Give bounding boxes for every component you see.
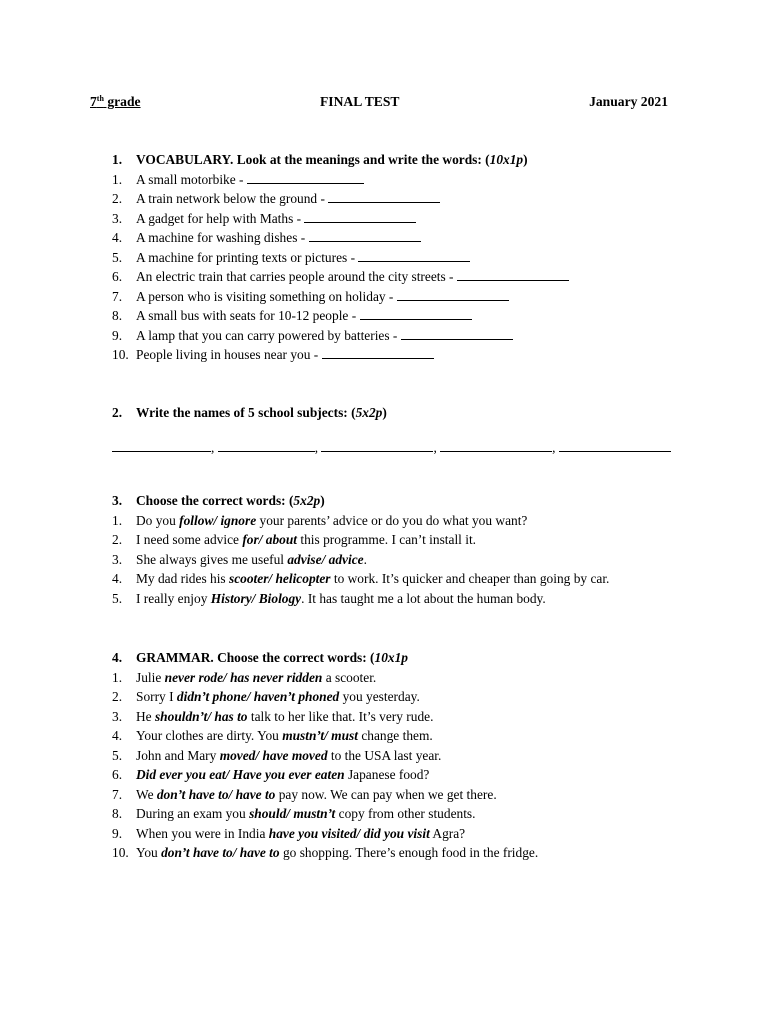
item-number: 6. [112, 269, 123, 284]
item-text-after: change them. [357, 728, 433, 743]
grammar-section [112, 648, 712, 863]
item-text-after: talk to her like that. It’s very rude. [247, 708, 434, 724]
grade-suffix: th [96, 94, 104, 103]
word-choice[interactable]: shouldn’t/ has to [154, 708, 248, 724]
item-text-after: you yesterday. [339, 689, 420, 704]
item-number: 3. [112, 551, 123, 567]
item-text-after: to the USA last year. [327, 747, 442, 763]
item-text-before: You [136, 845, 162, 860]
word-choice[interactable]: Did ever you eat/ Have you ever eaten [136, 767, 345, 782]
item-text: A machine for washing dishes - [136, 230, 309, 245]
list-item [112, 804, 712, 824]
list-item [112, 843, 712, 863]
list-item [112, 569, 712, 589]
section-number: 3. [112, 493, 123, 508]
list-item [112, 707, 712, 727]
word-choice[interactable]: scooter/ helicopter [228, 571, 331, 586]
item-number: 5. [112, 747, 123, 763]
item-text-after: copy from other students. [335, 806, 476, 821]
heading-text: GRAMMAR. Choose the correct words: ( [136, 650, 375, 665]
word-choice[interactable]: follow/ ignore [179, 512, 257, 528]
word-choice[interactable]: don’t have to/ have to [156, 786, 276, 802]
subject-answer-blanks [112, 438, 671, 457]
item-number: 8. [112, 308, 123, 323]
word-choice[interactable]: didn’t phone/ haven’t phoned [176, 689, 340, 704]
list-item [112, 189, 712, 209]
answer-blank[interactable] [328, 191, 440, 203]
item-text-after: go shopping. There’s enough food in the fridge. [279, 845, 539, 860]
answer-blank[interactable] [322, 347, 434, 359]
item-number: 2. [112, 689, 123, 704]
item-number: 1. [112, 171, 123, 187]
list-item [112, 306, 712, 326]
list-item [112, 687, 712, 707]
item-number: 4. [112, 230, 123, 245]
test-title: FINAL TEST [320, 94, 400, 109]
answer-blank[interactable] [360, 308, 472, 320]
list-item [112, 511, 712, 531]
grade-label [90, 94, 141, 110]
marks: 5x2p [355, 405, 383, 420]
word-choice[interactable]: History/ Biology [210, 590, 302, 606]
item-text-before: I really enjoy [136, 590, 211, 606]
section-number: 4. [112, 650, 123, 665]
item-text: A person who is visiting something on holiday - [136, 288, 397, 304]
item-number: 2. [112, 532, 123, 547]
section-number: 1. [112, 152, 123, 167]
item-number: 4. [112, 571, 123, 586]
item-number: 1. [112, 512, 123, 528]
item-text-after: . It has taught me a lot about the human body. [301, 590, 546, 606]
item-number: 2. [112, 191, 123, 206]
separator: , [314, 440, 319, 455]
item-text-after: Agra? [429, 825, 466, 841]
item-text: A small bus with seats for 10-12 people - [136, 308, 360, 323]
marks: 5x2p [293, 493, 321, 508]
item-text-after: this programme. I can’t install it. [297, 532, 477, 547]
grade-word: grade [103, 94, 141, 109]
item-number: 7. [112, 288, 123, 304]
grammar-heading [112, 648, 712, 668]
list-item [112, 824, 712, 844]
correct-words-section [112, 491, 712, 608]
heading-end: ) [320, 493, 325, 508]
list-item [112, 170, 712, 190]
separator: , [552, 440, 556, 455]
heading-end: ) [382, 405, 387, 420]
list-item [112, 785, 712, 805]
answer-blank[interactable] [247, 172, 364, 184]
item-text-before: I need some advice [136, 532, 243, 547]
item-number: 9. [112, 825, 123, 841]
list-item [112, 726, 712, 746]
word-choice[interactable]: advise/ advice [287, 551, 364, 567]
list-item [112, 228, 712, 248]
answer-blank[interactable] [397, 289, 509, 301]
item-text-after: a scooter. [322, 669, 377, 685]
item-text-before: During an exam you [136, 806, 250, 821]
word-choice[interactable]: don’t have to/ have to [161, 845, 280, 860]
school-subjects-heading [112, 403, 712, 423]
item-number: 7. [112, 786, 123, 802]
item-text: An electric train that carries people around the city streets - [136, 269, 457, 284]
item-text: A gadget for help with Maths - [136, 210, 305, 226]
subject-blank-1[interactable] [112, 439, 211, 452]
vocabulary-heading [112, 150, 712, 170]
item-text-before: When you were in India [136, 825, 269, 841]
item-number: 10. [112, 845, 129, 860]
list-item [112, 550, 712, 570]
separator: , [433, 440, 437, 455]
item-number: 1. [112, 669, 123, 685]
list-item [112, 345, 712, 365]
word-choice[interactable]: for/ about [242, 532, 298, 547]
item-text-before: Julie [136, 669, 165, 685]
list-item [112, 530, 712, 550]
heading-text: Choose the correct words: ( [136, 493, 294, 508]
item-text-before: Your clothes are dirty. You [136, 728, 283, 743]
item-number: 4. [112, 728, 123, 743]
item-text-after: to work. It’s quicker and cheaper than going by car. [330, 571, 610, 586]
item-number: 5. [112, 249, 123, 265]
word-choice[interactable]: have you visited/ did you visit [268, 825, 430, 841]
item-text: A machine for printing texts or pictures - [136, 249, 359, 265]
answer-blank[interactable] [401, 328, 513, 340]
list-item [112, 267, 712, 287]
marks: 10x1p [489, 152, 524, 167]
list-item [112, 209, 712, 229]
item-number: 8. [112, 806, 123, 821]
item-text-before: She always gives me useful [136, 551, 288, 567]
item-text-before: My dad rides his [136, 571, 229, 586]
item-text-before: John and Mary [136, 747, 220, 763]
answer-blank[interactable] [457, 269, 569, 281]
item-text: People living in houses near you - [136, 347, 322, 362]
item-text-before: He [136, 708, 155, 724]
item-number: 6. [112, 767, 123, 782]
word-choice[interactable]: moved/ have moved [219, 747, 328, 763]
correct-words-heading [112, 491, 712, 511]
item-number: 5. [112, 590, 123, 606]
answer-blank[interactable] [309, 230, 421, 242]
item-text-after: Japanese food? [344, 767, 430, 782]
item-text-before: We [136, 786, 157, 802]
item-text: A small motorbike - [136, 171, 247, 187]
vocabulary-section [112, 150, 712, 365]
word-choice[interactable]: never rode/ has never ridden [164, 669, 323, 685]
subject-blank-3[interactable] [321, 439, 433, 452]
item-number: 10. [112, 347, 129, 362]
item-number: 3. [112, 210, 123, 226]
test-date: January 2021 [589, 94, 668, 109]
list-item [112, 765, 712, 785]
school-subjects-section [112, 403, 712, 423]
item-text-before: Sorry I [136, 689, 177, 704]
separator: , [211, 440, 215, 455]
subject-blank-5[interactable] [559, 439, 671, 452]
item-number: 9. [112, 327, 123, 343]
list-item [112, 589, 712, 609]
word-choice[interactable]: should/ mustn’t [249, 806, 336, 821]
item-number: 3. [112, 708, 123, 724]
section-number: 2. [112, 405, 123, 420]
list-item [112, 248, 712, 268]
word-choice[interactable]: mustn’t/ must [282, 728, 358, 743]
item-text-after: pay now. We can pay when we get there. [275, 786, 497, 802]
heading-text: Write the names of 5 school subjects: ( [136, 405, 356, 420]
list-item [112, 326, 712, 346]
answer-blank[interactable] [304, 211, 416, 223]
heading-end: ) [523, 152, 528, 167]
subject-blank-2[interactable] [218, 439, 315, 452]
item-text-before: Do you [136, 512, 180, 528]
item-text: A train network below the ground - [136, 191, 329, 206]
list-item [112, 746, 712, 766]
answer-blank[interactable] [358, 250, 470, 262]
list-item [112, 668, 712, 688]
marks: 10x1p [374, 650, 408, 665]
heading-text: VOCABULARY. Look at the meanings and write the words: ( [136, 152, 490, 167]
item-text-after: . [363, 551, 367, 567]
grade-number: 7 [90, 94, 97, 109]
list-item [112, 287, 712, 307]
subject-blank-4[interactable] [440, 439, 552, 452]
item-text: A lamp that you can carry powered by batteries - [136, 327, 401, 343]
item-text-after: your parents’ advice or do you do what you want? [256, 512, 528, 528]
